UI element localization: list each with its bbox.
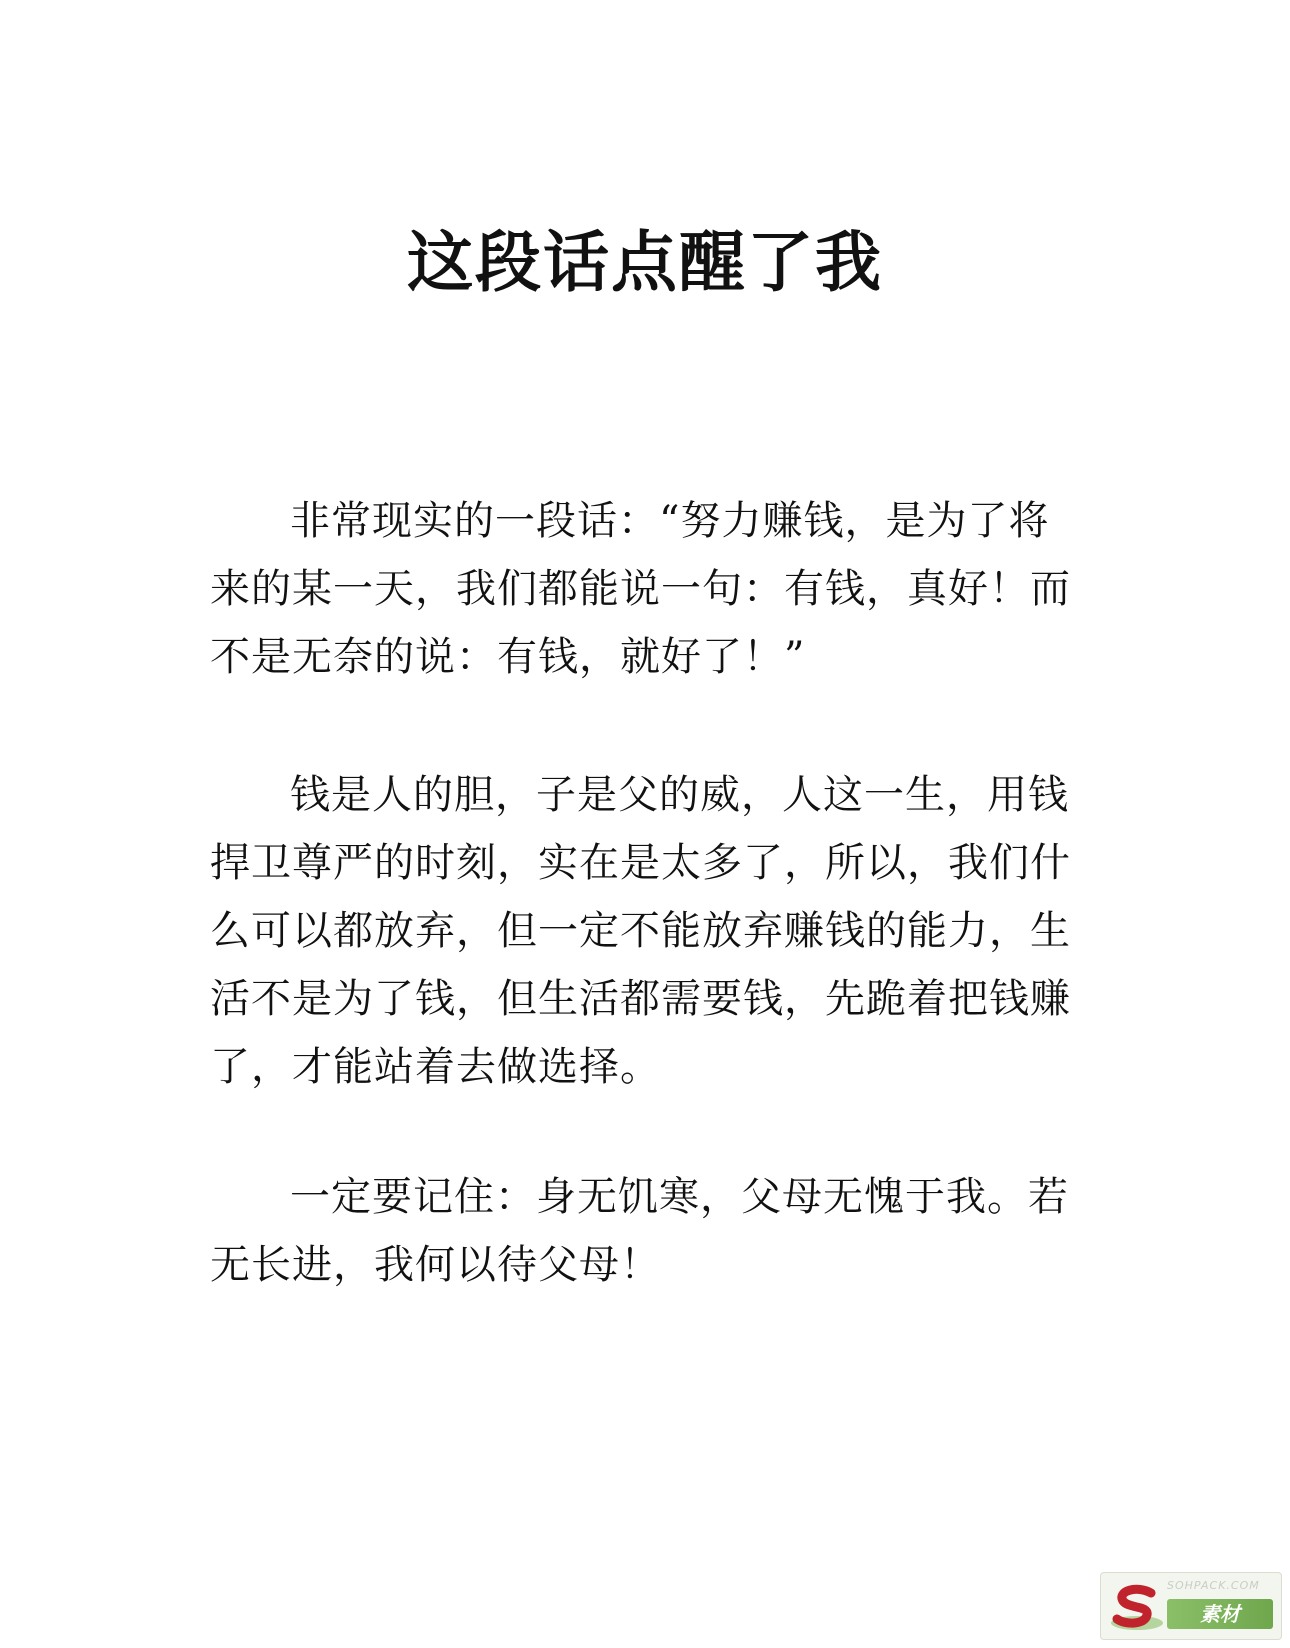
paragraph-3: 一定要记住：身无饥寒，父母无愧于我。若无长进，我何以待父母！ bbox=[210, 1174, 1069, 1288]
watermark-logo bbox=[1100, 1572, 1282, 1640]
page-title: 这段话点醒了我 bbox=[407, 223, 883, 301]
watermark-site: SOHPACK.COM bbox=[1167, 1579, 1260, 1592]
paragraph-1: 非常现实的一段话：“努力赚钱，是为了将来的某一天，我们都能说一句：有钱，真好！而不是无奈的说：有钱，就好了！” bbox=[210, 498, 1071, 680]
watermark-s-icon bbox=[1107, 1583, 1167, 1633]
paragraph-2: 钱是人的胆，子是父的威，人这一生，用钱捍卫尊严的时刻，实在是太多了，所以，我们什么可以都放弃，但一定不能放弃赚钱的能力，生活不是为了钱，但生活都需要钱，先跪着把钱赚了，才能站着去做选择。 bbox=[210, 772, 1071, 1090]
watermark-name: 素材 bbox=[1167, 1599, 1273, 1629]
